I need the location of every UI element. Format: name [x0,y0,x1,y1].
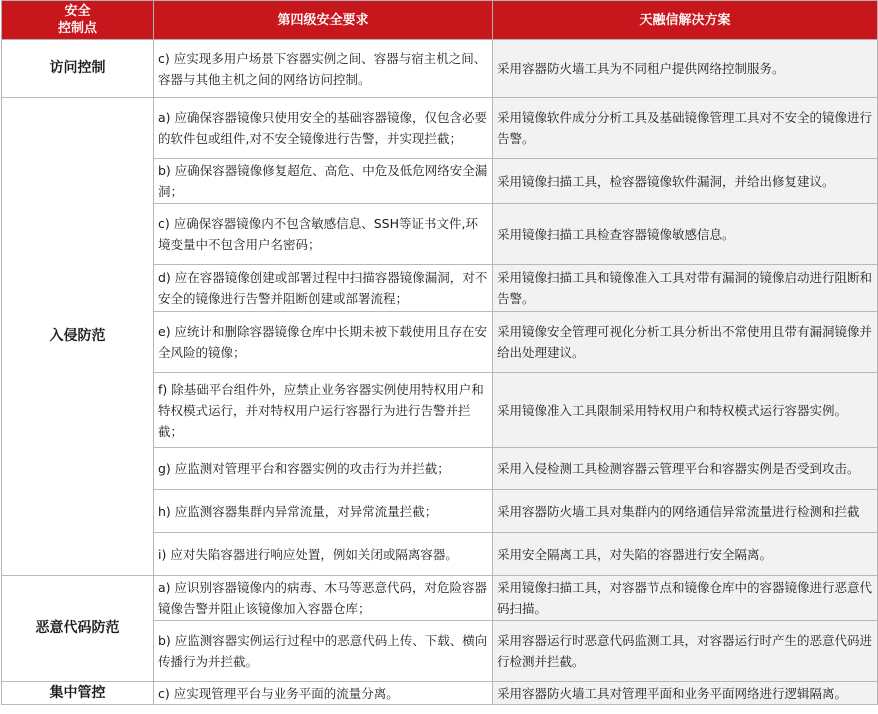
table-row [2,98,878,159]
solution-cell: 采用镜像扫描工具，对容器节点和镜像仓库中的容器镜像进行恶意代码扫描。 [493,576,878,621]
solution-cell: 采用入侵检测工具检测容器云管理平台和容器实例是否受到攻击。 [493,448,878,490]
solution-cell: 采用镜像准入工具限制采用特权用户和特权模式运行容器实例。 [493,373,878,448]
solution-cell: 采用镜像扫描工具检查容器镜像敏感信息。 [493,204,878,265]
header-control-point-l2: 控制点 [57,21,97,36]
requirement-cell: a) 应识别容器镜像内的病毒、木马等恶意代码，对危险容器镜像告警并阻止该镜像加入容器仓库； [154,576,493,621]
solution-cell: 采用容器防火墙工具对集群内的网络通信异常流量进行检测和拦截 [493,490,878,533]
table-row [2,682,878,705]
solution-cell: 采用安全隔离工具，对失陷的容器进行安全隔离。 [493,533,878,576]
requirement-cell: g) 应监测对管理平台和容器实例的攻击行为并拦截； [154,448,493,490]
header-solution: 天融信解决方案 [493,1,878,40]
solution-cell: 采用容器运行时恶意代码监测工具，对容器运行时产生的恶意代码进行检测并拦截。 [493,621,878,682]
requirement-cell: i) 应对失陷容器进行响应处置，例如关闭或隔离容器。 [154,533,493,576]
solution-cell: 采用容器防火墙工具对管理平面和业务平面网络进行逻辑隔离。 [493,682,878,705]
requirement-cell: d) 应在容器镜像创建或部署过程中扫描容器镜像漏洞，对不安全的镜像进行告警并阻断创建或部署流程； [154,265,493,312]
category-intrusion-prevention: 入侵防范 [2,98,154,576]
requirement-cell: f) 除基础平台组件外，应禁止业务容器实例使用特权用户和特权模式运行，并对特权用户运行容器行为进行告警并拦截； [154,373,493,448]
solution-cell: 采用镜像扫描工具，检容器镜像软件漏洞，并给出修复建议。 [493,159,878,204]
requirement-cell: h) 应监测容器集群内异常流量，对异常流量拦截； [154,490,493,533]
security-requirements-table [1,0,878,705]
requirement-cell: e) 应统计和删除容器镜像仓库中长期未被下载使用且存在安全风险的镜像； [154,312,493,373]
solution-cell: 采用容器防火墙工具为不同租户提供网络控制服务。 [493,40,878,98]
requirement-cell: b) 应监测容器实例运行过程中的恶意代码上传、下载、横向传播行为并拦截。 [154,621,493,682]
requirement-cell: a) 应确保容器镜像只使用安全的基础容器镜像，仅包含必要的软件包或组件,对不安全镜像进行告警，并实现拦截； [154,98,493,159]
header-control-point [2,1,154,40]
table-header-row [2,1,878,40]
header-requirement: 第四级安全要求 [154,1,493,40]
requirement-cell: b) 应确保容器镜像修复超危、高危、中危及低危网络安全漏洞； [154,159,493,204]
category-access-control: 访问控制 [2,40,154,98]
header-control-point-l1: 安全 [64,4,91,19]
category-malware-prevention: 恶意代码防范 [2,576,154,682]
requirement-cell: c) 应实现管理平台与业务平面的流量分离。 [154,682,493,705]
table-row [2,576,878,621]
table-row [2,40,878,98]
solution-cell: 采用镜像软件成分分析工具及基础镜像管理工具对不安全的镜像进行告警。 [493,98,878,159]
requirement-cell: c) 应确保容器镜像内不包含敏感信息、SSH等证书文件,环境变量中不包含用户名密码； [154,204,493,265]
category-centralized-control: 集中管控 [2,682,154,705]
solution-cell: 采用镜像扫描工具和镜像准入工具对带有漏洞的镜像启动进行阻断和告警。 [493,265,878,312]
requirement-cell: c) 应实现多用户场景下容器实例之间、容器与宿主机之间、容器与其他主机之间的网络访问控制。 [154,40,493,98]
solution-cell: 采用镜像安全管理可视化分析工具分析出不常使用且带有漏洞镜像并给出处理建议。 [493,312,878,373]
